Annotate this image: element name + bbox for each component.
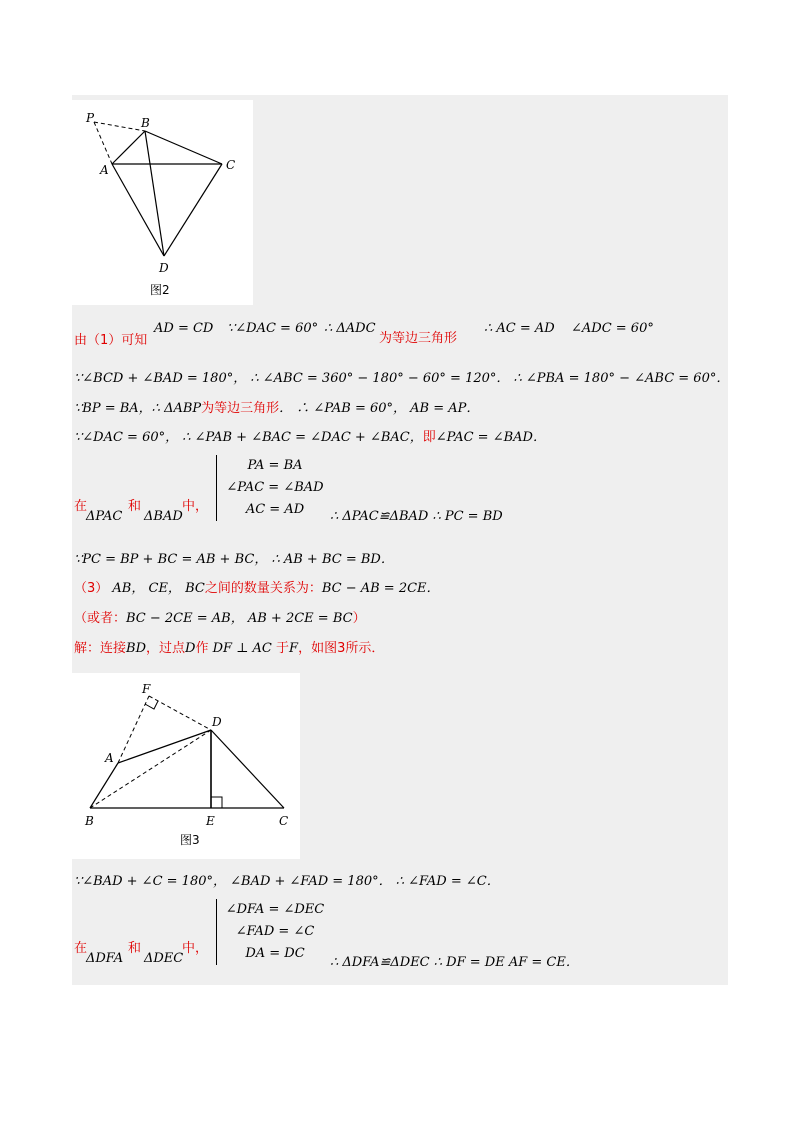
line-7 (74, 580, 440, 598)
sys1-and: 和 (128, 499, 142, 514)
line-3-text: 为等边三角形 (201, 401, 280, 416)
line-1-prefix: 由（1）可知 (74, 333, 148, 348)
figure-3-caption: 图3 (180, 833, 200, 847)
line-7-label: （3） (74, 581, 109, 596)
line-1-eq-3: ∴ ΔADC (324, 321, 376, 336)
line-9-text-1: 解：连接 (74, 641, 127, 656)
point-label-e3: E (206, 814, 215, 828)
line-9-eq-3: DF ⊥ AC (212, 641, 272, 656)
sys1-triangle-2: ΔBAD (144, 509, 183, 524)
sys2-conclusion: ∴ ΔDFA≌ΔDEC ∴ DF = DE AF = CE． (330, 955, 579, 970)
solution-page (72, 95, 728, 985)
line-1-text: 为等边三角形 (379, 331, 458, 346)
line-9-text-4: 于 (276, 641, 290, 656)
point-label-c: C (226, 158, 236, 172)
point-label-a: A (100, 163, 109, 177)
line-9-text-5: ，如图3所示． (298, 641, 385, 656)
figure-3-diagram (72, 673, 300, 859)
line-10: ∵∠BAD + ∠C = 180°， ∠BAD + ∠FAD = 180°． ∴ ∠FAD = ∠C． (74, 874, 500, 889)
line-3 (74, 400, 479, 418)
sys2-mid: 中， (182, 941, 209, 956)
figure-2-caption: 图2 (150, 283, 170, 297)
point-label-f: F (142, 682, 151, 696)
line-9-text-3: 作 (195, 641, 209, 656)
line-4-text: 即 (422, 430, 436, 445)
line-6: ∵PC = BP + BC = AB + BC， ∴ AB + BC = BD． (74, 552, 394, 567)
line-7-text: 之间的数量关系为： (204, 581, 322, 596)
line-2: ∵∠BCD + ∠BAD = 180°， ∴ ∠ABC = 360° − 180° − 60° = 120°． ∴ ∠PBA = 180° − ∠ABC = 60°． (74, 371, 730, 386)
sys2-eq-3: DA = DC (245, 946, 305, 961)
sys2-and: 和 (128, 941, 142, 956)
point-label-a3: A (105, 751, 114, 765)
point-label-c3: C (279, 814, 289, 828)
line-8-close: ） (352, 611, 366, 626)
point-label-p: P (86, 111, 95, 125)
sys2-triangle-2: ΔDEC (144, 951, 184, 966)
line-8-eq: BC − 2CE = AB， AB + 2CE = BC (126, 611, 353, 626)
point-label-b: B (141, 116, 150, 130)
sys2-equations (216, 899, 325, 965)
sys2-in: 在 (74, 941, 88, 956)
line-1-eq-2: ∵∠DAC = 60° (227, 321, 319, 336)
point-label-d: D (159, 261, 169, 275)
point-label-b3: B (85, 814, 94, 828)
sys2-eq-1: ∠DFA = ∠DEC (225, 902, 325, 917)
line-1-eq-4: ∴ AC = AD (484, 321, 555, 336)
point-label-d3: D (212, 715, 222, 729)
line-4-eq-1: ∵∠DAC = 60°， ∴ ∠PAB + ∠BAC = ∠DAC + ∠BAC， (74, 430, 423, 445)
sys1-conclusion: ∴ ΔPAC≌ΔBAD ∴ PC = BD (330, 509, 503, 524)
line-4-eq-2: ∠PAC = ∠BAD． (435, 430, 546, 445)
line-8 (74, 610, 366, 628)
sys1-eq-2: ∠PAC = ∠BAD (226, 480, 324, 495)
sys1-eq-1: PA = BA (247, 458, 303, 473)
line-9-eq-1: BD (126, 641, 146, 656)
sys2-triangle-1: ΔDFA (86, 951, 124, 966)
line-9-eq-2: D (185, 641, 196, 656)
figure-3 (72, 673, 300, 859)
line-1-eq-1: AD = CD (154, 321, 214, 336)
line-9-text-2: ，过点 (146, 641, 186, 656)
sys1-in: 在 (74, 499, 88, 514)
figure-2-diagram (72, 100, 253, 305)
line-9 (74, 640, 384, 658)
line-7-eq-2: BC − AB = 2CE． (321, 581, 440, 596)
line-3-eq-2: ． ∴ ∠PAB = 60°， AB = AP． (279, 401, 480, 416)
line-7-eq-1: AB， CE， BC (112, 581, 205, 596)
line-4 (74, 429, 546, 447)
line-1-eq-5: ∠ADC = 60° (571, 321, 654, 336)
sys1-mid: 中， (182, 499, 209, 514)
sys2-eq-2: ∠FAD = ∠C (235, 924, 315, 939)
line-3-eq-1: ∵BP = BA，∴ ΔABP (74, 401, 202, 416)
sys1-equations (216, 455, 325, 521)
figure-2 (72, 100, 253, 305)
sys1-triangle-1: ΔPAC (86, 509, 123, 524)
line-8-open: （或者： (74, 611, 127, 626)
line-9-eq-4: F (289, 641, 299, 656)
sys1-eq-3: AC = AD (245, 502, 305, 517)
